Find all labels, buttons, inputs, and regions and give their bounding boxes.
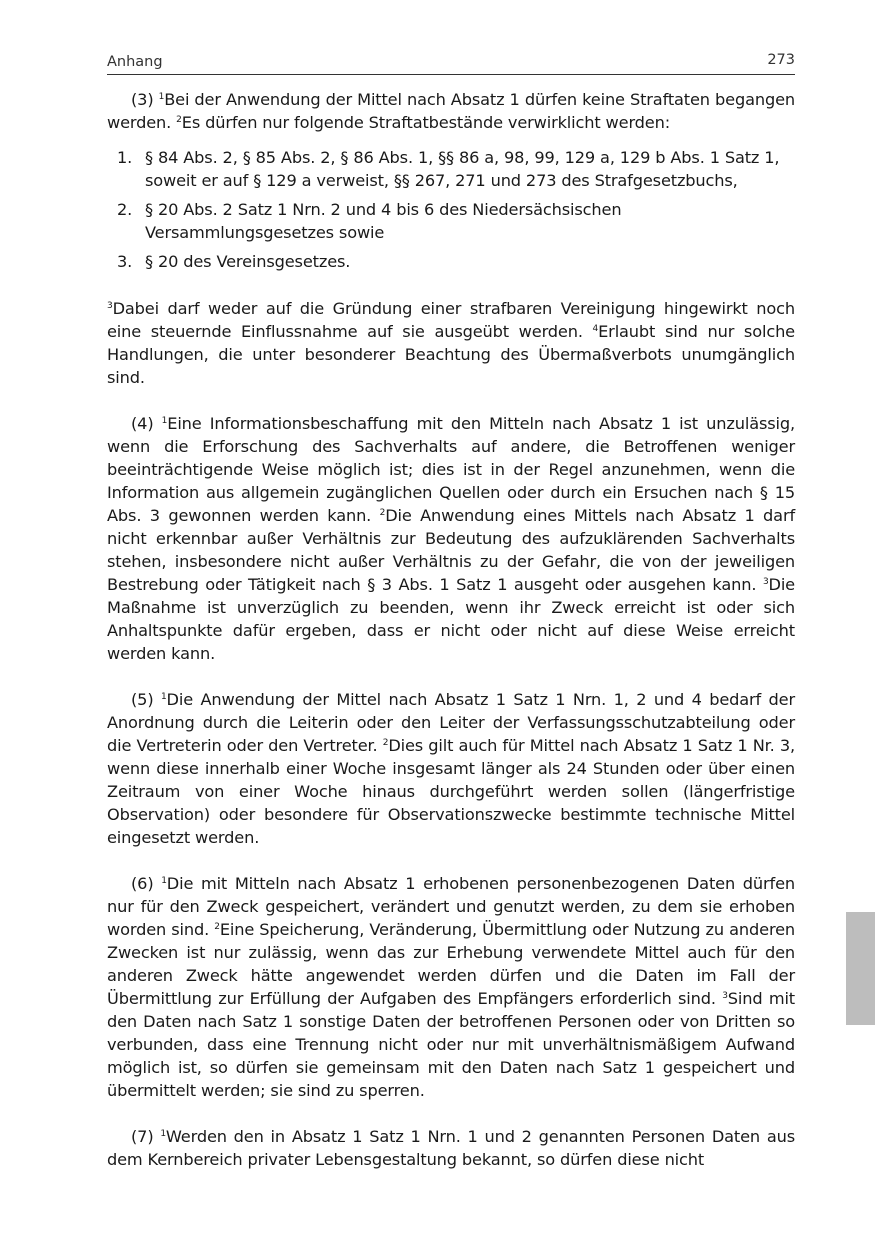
paragraph-label: (5) — [131, 690, 154, 709]
sentence-number: 2 — [379, 508, 386, 518]
sentence-number: 1 — [160, 1129, 166, 1139]
thumb-index-tab — [846, 912, 875, 1025]
sentence-number: 1 — [158, 92, 165, 102]
offense-list — [107, 146, 795, 273]
list-item-number: 3. — [117, 252, 133, 271]
sentence-number: 3 — [762, 577, 769, 587]
sentence-number: 1 — [161, 416, 168, 426]
list-item-text: § 84 Abs. 2, § 85 Abs. 2, § 86 Abs. 1, §§ 86 a, 98, 99, 129 a, 129 b Abs. 1 Satz 1, soweit er auf § 129 a verweist, §§ 267, 271 und 273 des Strafgesetzbuchs, — [145, 148, 780, 190]
sentence-number: 3 — [107, 301, 113, 311]
sentence: Die Anwendung der Mittel nach Absatz 1 Satz 1 Nrn. 1, 2 und 4 bedarf der Anordnung durch die Leiterin oder den Leiter der Verfassungsschutzabteilung oder die Vertreterin oder den Vertreter. — [107, 690, 795, 755]
sentence-number: 4 — [592, 324, 599, 334]
paragraph-label: (7) — [131, 1127, 154, 1146]
sentence-number: 2 — [382, 738, 389, 748]
paragraph-label: (6) — [131, 874, 154, 893]
sentence-number: 1 — [161, 876, 167, 886]
sentence: Dabei darf weder auf die Gründung einer strafbaren Vereinigung hingewirkt noch eine steuernde Einflussnahme auf sie ausgeübt werden. — [107, 299, 795, 341]
sentence: Bei der Anwendung der Mittel nach Absatz 1 dürfen keine Straftaten begangen werden. — [107, 90, 796, 132]
list-item — [107, 198, 795, 244]
paragraph-7 — [107, 1125, 795, 1171]
section-title: Anhang — [107, 54, 163, 70]
list-item — [107, 250, 795, 273]
sentence-number: 1 — [160, 692, 167, 702]
sentence: Werden den in Absatz 1 Satz 1 Nrn. 1 und 2 genannten Personen Daten aus dem Kernbereich privater Lebensgestaltung bekannt, so dürfen diese nicht — [107, 1127, 796, 1169]
paragraph-label: (4) — [131, 414, 154, 433]
paragraph-label: (3) — [131, 90, 154, 109]
sentence-number: 2 — [214, 922, 220, 932]
list-item-number: 2. — [117, 200, 133, 219]
paragraph-4 — [107, 412, 795, 665]
sentence-number: 3 — [722, 991, 728, 1001]
sentence: Erlaubt sind nur solche Handlungen, die unter besonderer Beachtung des Übermaßverbots unumgänglich sind. — [107, 322, 795, 387]
sentence: Eine Informationsbeschaffung mit den Mitteln nach Absatz 1 ist unzulässig, wenn die Erforschung des Sachverhalts auf andere, die Betroffenen weniger beeinträchtigende Weise möglich ist; dies ist in der Regel anzunehmen, wenn die Information aus allgemein zugänglichen Quellen oder durch ein Ersuchen nach § 15 Abs. 3 gewonnen werden kann. — [107, 414, 796, 525]
sentence-number: 2 — [176, 115, 182, 125]
paragraph-3-continued — [107, 297, 795, 389]
sentence: Eine Speicherung, Veränderung, Übermittlung oder Nutzung zu anderen Zwecken ist nur zulässig, wenn das zur Erhebung verwendete Mittel auch für den anderen Zweck hätte angewendet werden dürfen und die Daten im Fall der Übermittlung zur Erfüllung der Aufgaben des Empfängers erforderlich sind. — [107, 920, 796, 1008]
page-body — [107, 88, 795, 1171]
list-item-number: 1. — [117, 148, 133, 167]
list-item — [107, 146, 795, 192]
sentence: Es dürfen nur folgende Straftatbestände verwirklicht werden: — [181, 113, 671, 132]
sentence: Sind mit den Daten nach Satz 1 sonstige Daten der betroffenen Personen oder von Dritten so verbunden, dass eine Trennung nicht oder nur mit unverhältnismäßigem Aufwand möglich ist, so dürfen sie gemeinsam mit den Daten nach Satz 1 gespeichert und übermittelt werden; sie sind zu sperren. — [107, 989, 795, 1100]
list-item-text: § 20 des Vereinsgesetzes. — [145, 252, 351, 271]
running-header — [107, 50, 795, 75]
sentence: Die mit Mitteln nach Absatz 1 erhobenen personenbezogenen Daten dürfen nur für den Zweck gespeichert, verändert und genutzt werden, zu dem sie erhoben worden sind. — [107, 874, 795, 939]
list-item-text: § 20 Abs. 2 Satz 1 Nrn. 2 und 4 bis 6 des Niedersächsischen Versammlungsgesetzes sowie — [145, 200, 622, 242]
paragraph-3 — [107, 88, 795, 134]
sentence: Die Anwendung eines Mittels nach Absatz 1 darf nicht erkennbar außer Verhältnis zur Bedeutung des aufzuklärenden Sachverhalts stehen, insbesondere nicht außer Verhältnis zu der Gefahr, die von der jeweiligen Bestrebung oder Tätigkeit nach § 3 Abs. 1 Satz 1 ausgeht oder ausgehen kann. — [107, 506, 796, 594]
page-number: 273 — [767, 52, 795, 68]
sentence: Dies gilt auch für Mittel nach Absatz 1 Satz 1 Nr. 3, wenn diese innerhalb einer Woche insgesamt länger als 24 Stunden oder über einen Zeitraum von einer Woche hinaus durchgeführt werden sollen (längerfristige Observation) oder besondere für Observationszwecke bestimmte technische Mittel eingesetzt werden. — [107, 736, 796, 847]
paragraph-6 — [107, 872, 795, 1102]
sentence: Die Maßnahme ist unverzüglich zu beenden, wenn ihr Zweck erreicht ist oder sich Anhaltspunkte dafür ergeben, dass er nicht oder nicht auf diese Weise erreicht werden kann. — [107, 575, 795, 663]
paragraph-5 — [107, 688, 795, 849]
